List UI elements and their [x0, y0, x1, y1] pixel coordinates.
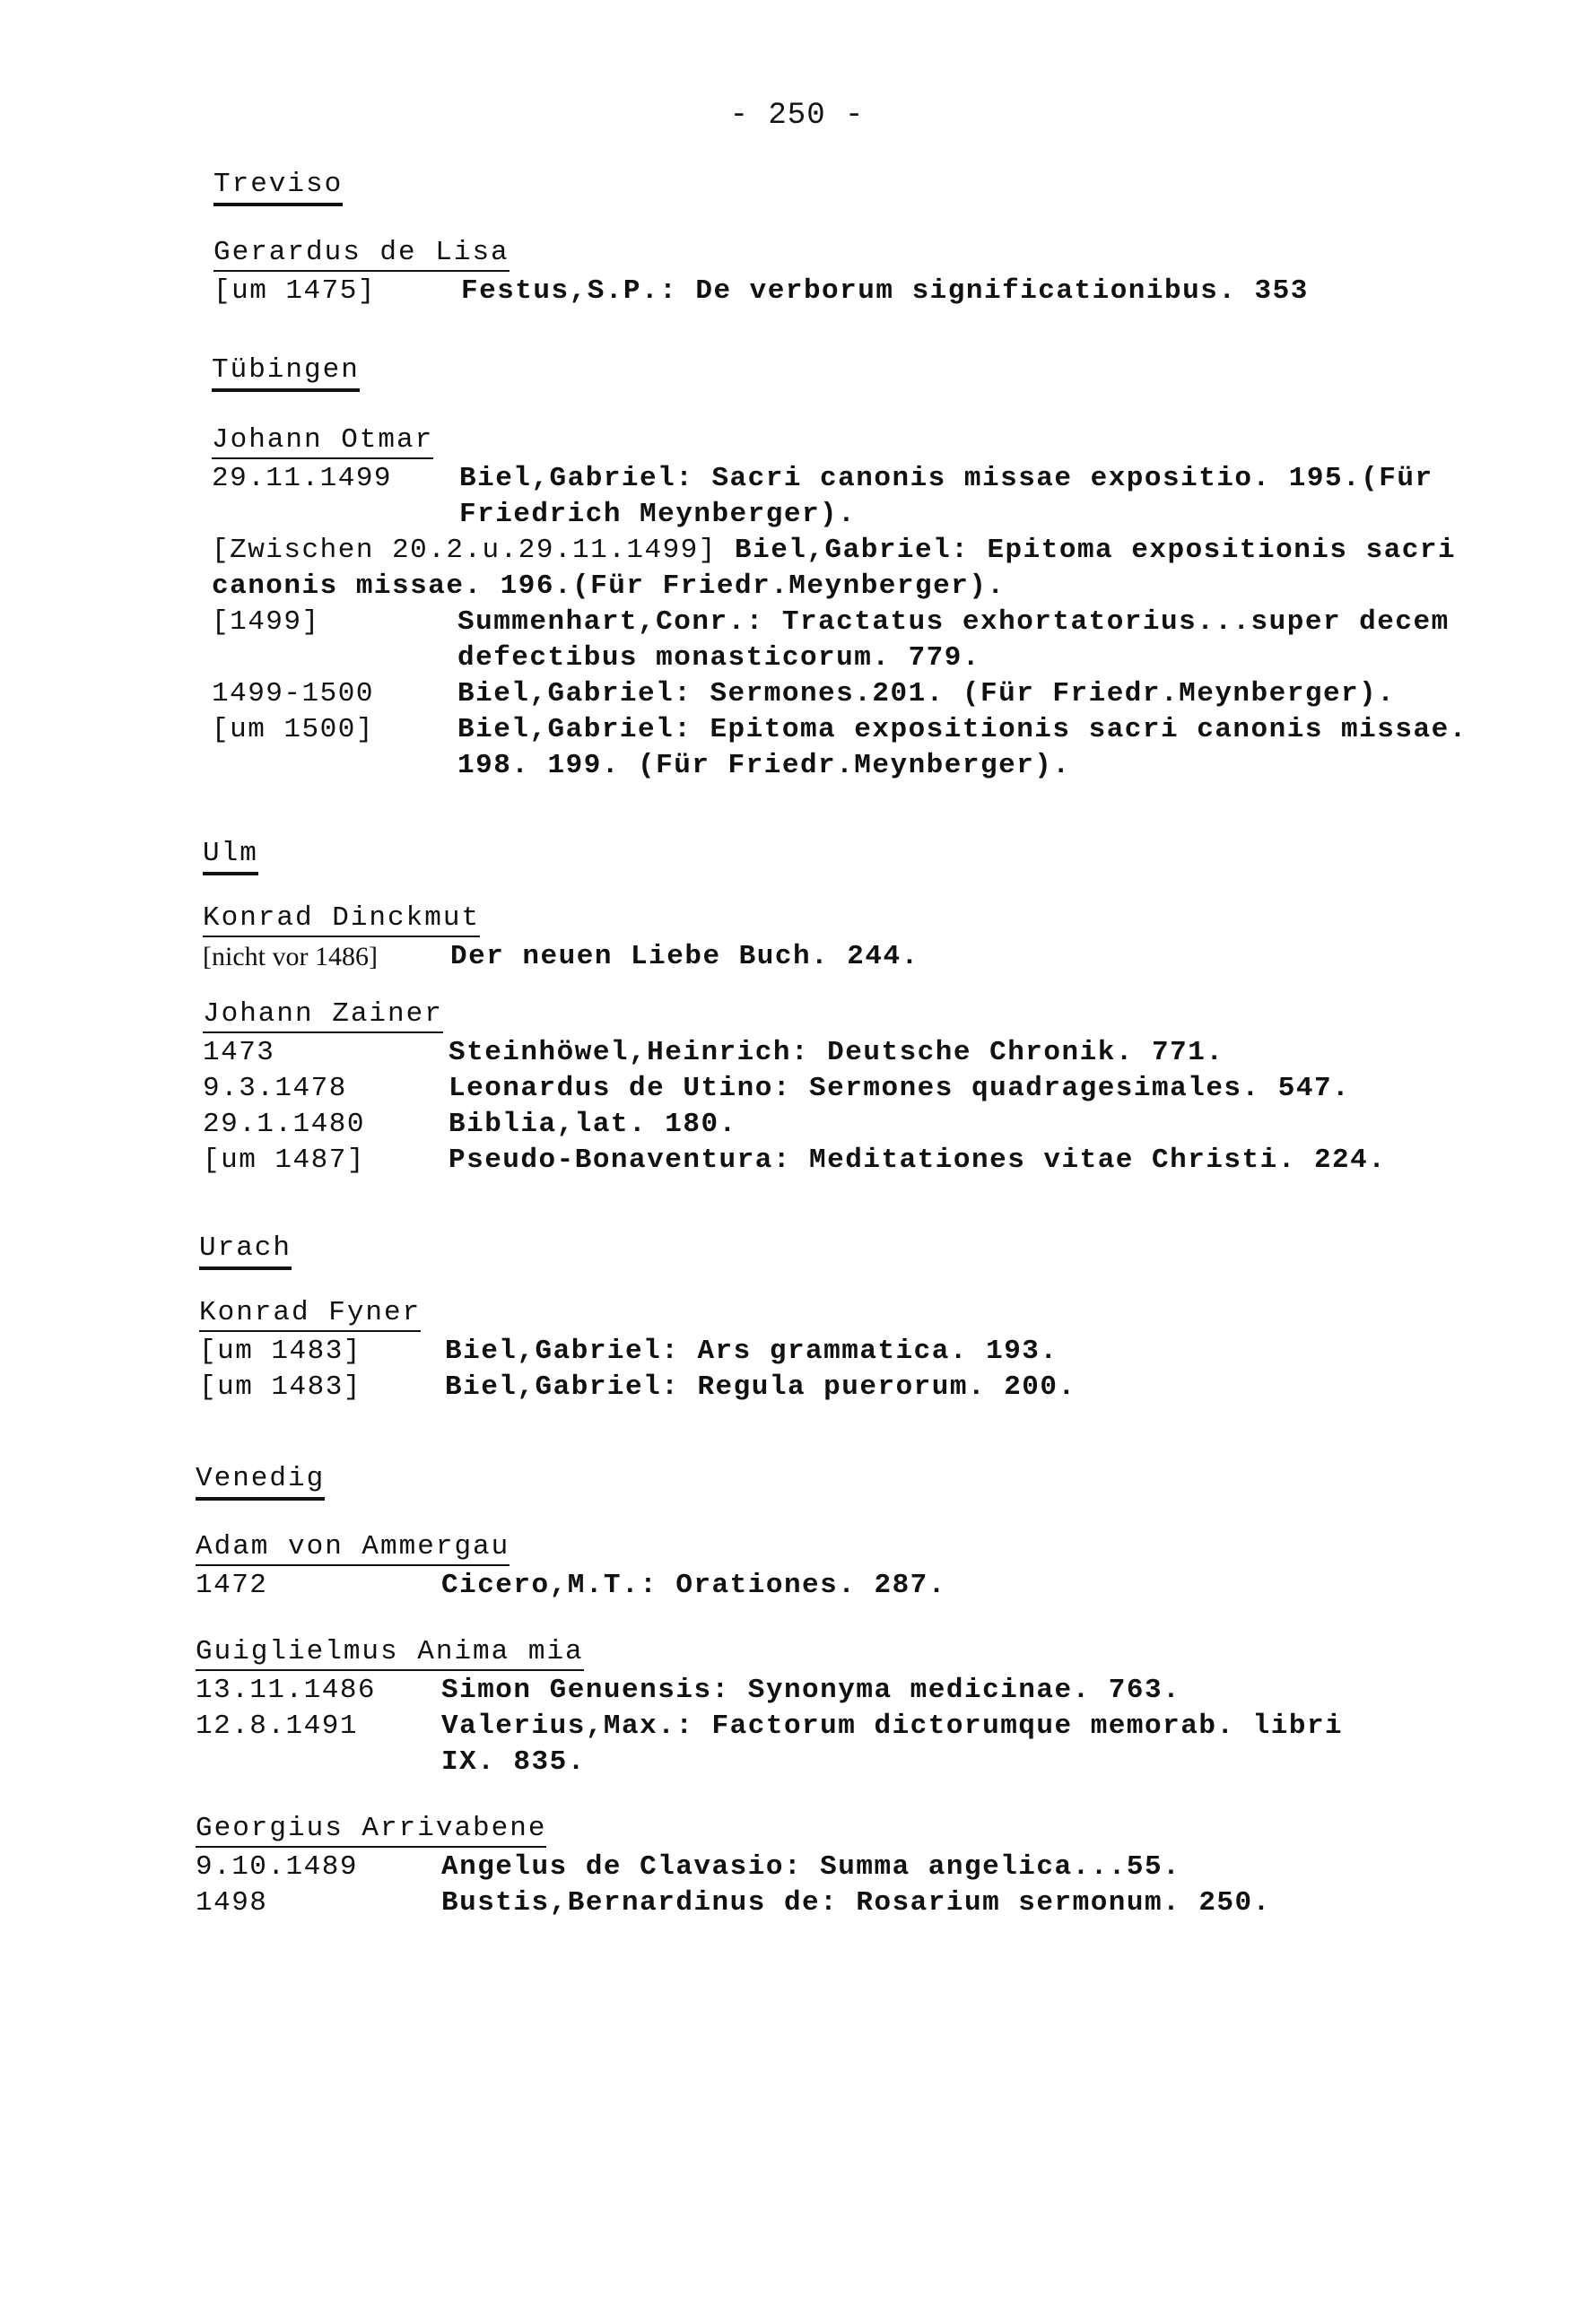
- entry-text: Angelus de Clavasio: Summa angelica...55.: [441, 1851, 1181, 1883]
- entry: [203, 1071, 1594, 1107]
- section-urach: [199, 1232, 1594, 1406]
- entry-text: Leonardus de Utino: Sermones quadragesimales. 547.: [449, 1073, 1351, 1104]
- entry: [196, 1885, 1594, 1921]
- entry: [199, 1370, 1594, 1406]
- entry-text: Biel,Gabriel: Sacri canonis missae expositio. 195.(Für Friedrich Meynberger).: [459, 463, 1433, 530]
- place-heading: Ulm: [203, 838, 258, 875]
- entry: [212, 712, 1594, 784]
- entry-text: Valerius,Max.: Factorum dictorumque memorab. libri IX. 835.: [441, 1710, 1344, 1778]
- entry-date: [um 1475]: [213, 275, 376, 307]
- entry-text: Biel,Gabriel: Epitoma expositionis sacri canonis missae. 198. 199. (Für Friedr.Meynberger).: [457, 714, 1468, 781]
- entry-date: [um 1487]: [203, 1145, 365, 1176]
- entry: [203, 1107, 1594, 1143]
- entry-date: [Zwischen 20.2.u.29.11.1499]: [212, 535, 717, 566]
- printer-heading: Gerardus de Lisa: [213, 237, 510, 272]
- entry-text: Festus,S.P.: De verborum significationibus. 353: [461, 275, 1309, 307]
- entry-text: Biel,Gabriel: Sermones.201. (Für Friedr.Meynberger).: [457, 678, 1396, 709]
- entry: [203, 939, 1594, 975]
- entry: [196, 1709, 1594, 1780]
- printer-heading: Konrad Fyner: [199, 1297, 421, 1332]
- section-venedig: [196, 1463, 1594, 1921]
- printer-heading: Georgius Arrivabene: [196, 1813, 546, 1848]
- entry: [196, 1673, 1594, 1709]
- entry-date: [nicht vor 1486]: [203, 942, 378, 971]
- entry-date: [1499]: [212, 606, 320, 638]
- entry-date: 29.1.1480: [203, 1109, 365, 1140]
- entry: [212, 533, 1594, 605]
- entry-text: Cicero,M.T.: Orationes. 287.: [441, 1570, 946, 1601]
- entry-date: 1499-1500: [212, 678, 374, 709]
- entry: [212, 605, 1594, 676]
- place-heading: Venedig: [196, 1463, 325, 1501]
- place-heading: Urach: [199, 1232, 292, 1270]
- entry-date: 9.3.1478: [203, 1073, 347, 1104]
- section-tuebingen: [212, 354, 1594, 784]
- entry-date: 1473: [203, 1037, 275, 1068]
- entry-date: 9.10.1489: [196, 1851, 358, 1883]
- entry-date: 12.8.1491: [196, 1710, 358, 1742]
- entry-text: Der neuen Liebe Buch. 244.: [450, 941, 919, 972]
- entry-text: Bustis,Bernardinus de: Rosarium sermonum. 250.: [441, 1887, 1271, 1919]
- entry: [196, 1850, 1594, 1885]
- entry-date: 29.11.1499: [212, 463, 393, 494]
- entry-text: Biblia,lat. 180.: [449, 1109, 737, 1140]
- entry-text: Biel,Gabriel: Ars grammatica. 193.: [445, 1336, 1058, 1367]
- entry: [213, 274, 1594, 309]
- page-number: - 250 -: [729, 99, 865, 133]
- entry-date: [um 1500]: [212, 714, 374, 745]
- entry: [203, 1035, 1594, 1071]
- printer-heading: Johann Otmar: [212, 424, 433, 459]
- entry-text: Summenhart,Conr.: Tractatus exhortatorius...super decem defectibus monasticorum. 779.: [457, 606, 1450, 674]
- printer-index: [0, 169, 1594, 1921]
- section-ulm: [203, 838, 1594, 1179]
- entry-date: 13.11.1486: [196, 1675, 377, 1706]
- entry-date: 1498: [196, 1887, 268, 1919]
- entry-text: Pseudo-Bonaventura: Meditationes vitae Christi. 224.: [449, 1145, 1387, 1176]
- entry-text: Biel,Gabriel: Epitoma expositionis sacri canonis missae. 196.(Für Friedr.Meynberger).: [212, 535, 1457, 602]
- printer-heading: Konrad Dinckmut: [203, 902, 480, 937]
- entry: [203, 1143, 1594, 1179]
- printer-heading: Adam von Ammergau: [196, 1531, 510, 1566]
- entry-date: [um 1483]: [199, 1336, 361, 1367]
- entry-text-with-date: [212, 533, 1468, 605]
- entry: [199, 1334, 1594, 1370]
- entry-text: Simon Genuensis: Synonyma medicinae. 763.: [441, 1675, 1181, 1706]
- place-heading: Treviso: [213, 169, 343, 206]
- entry-date: 1472: [196, 1570, 268, 1601]
- entry: [212, 461, 1594, 533]
- printer-heading: Guiglielmus Anima mia: [196, 1636, 584, 1671]
- entry: [196, 1568, 1594, 1604]
- entry-text: Steinhöwel,Heinrich: Deutsche Chronik. 771.: [449, 1037, 1224, 1068]
- place-heading: Tübingen: [212, 354, 360, 392]
- printer-heading: Johann Zainer: [203, 998, 443, 1033]
- entry-text: Biel,Gabriel: Regula puerorum. 200.: [445, 1371, 1076, 1403]
- entry: [212, 676, 1594, 712]
- entry-date: [um 1483]: [199, 1371, 361, 1403]
- section-treviso: [213, 169, 1594, 309]
